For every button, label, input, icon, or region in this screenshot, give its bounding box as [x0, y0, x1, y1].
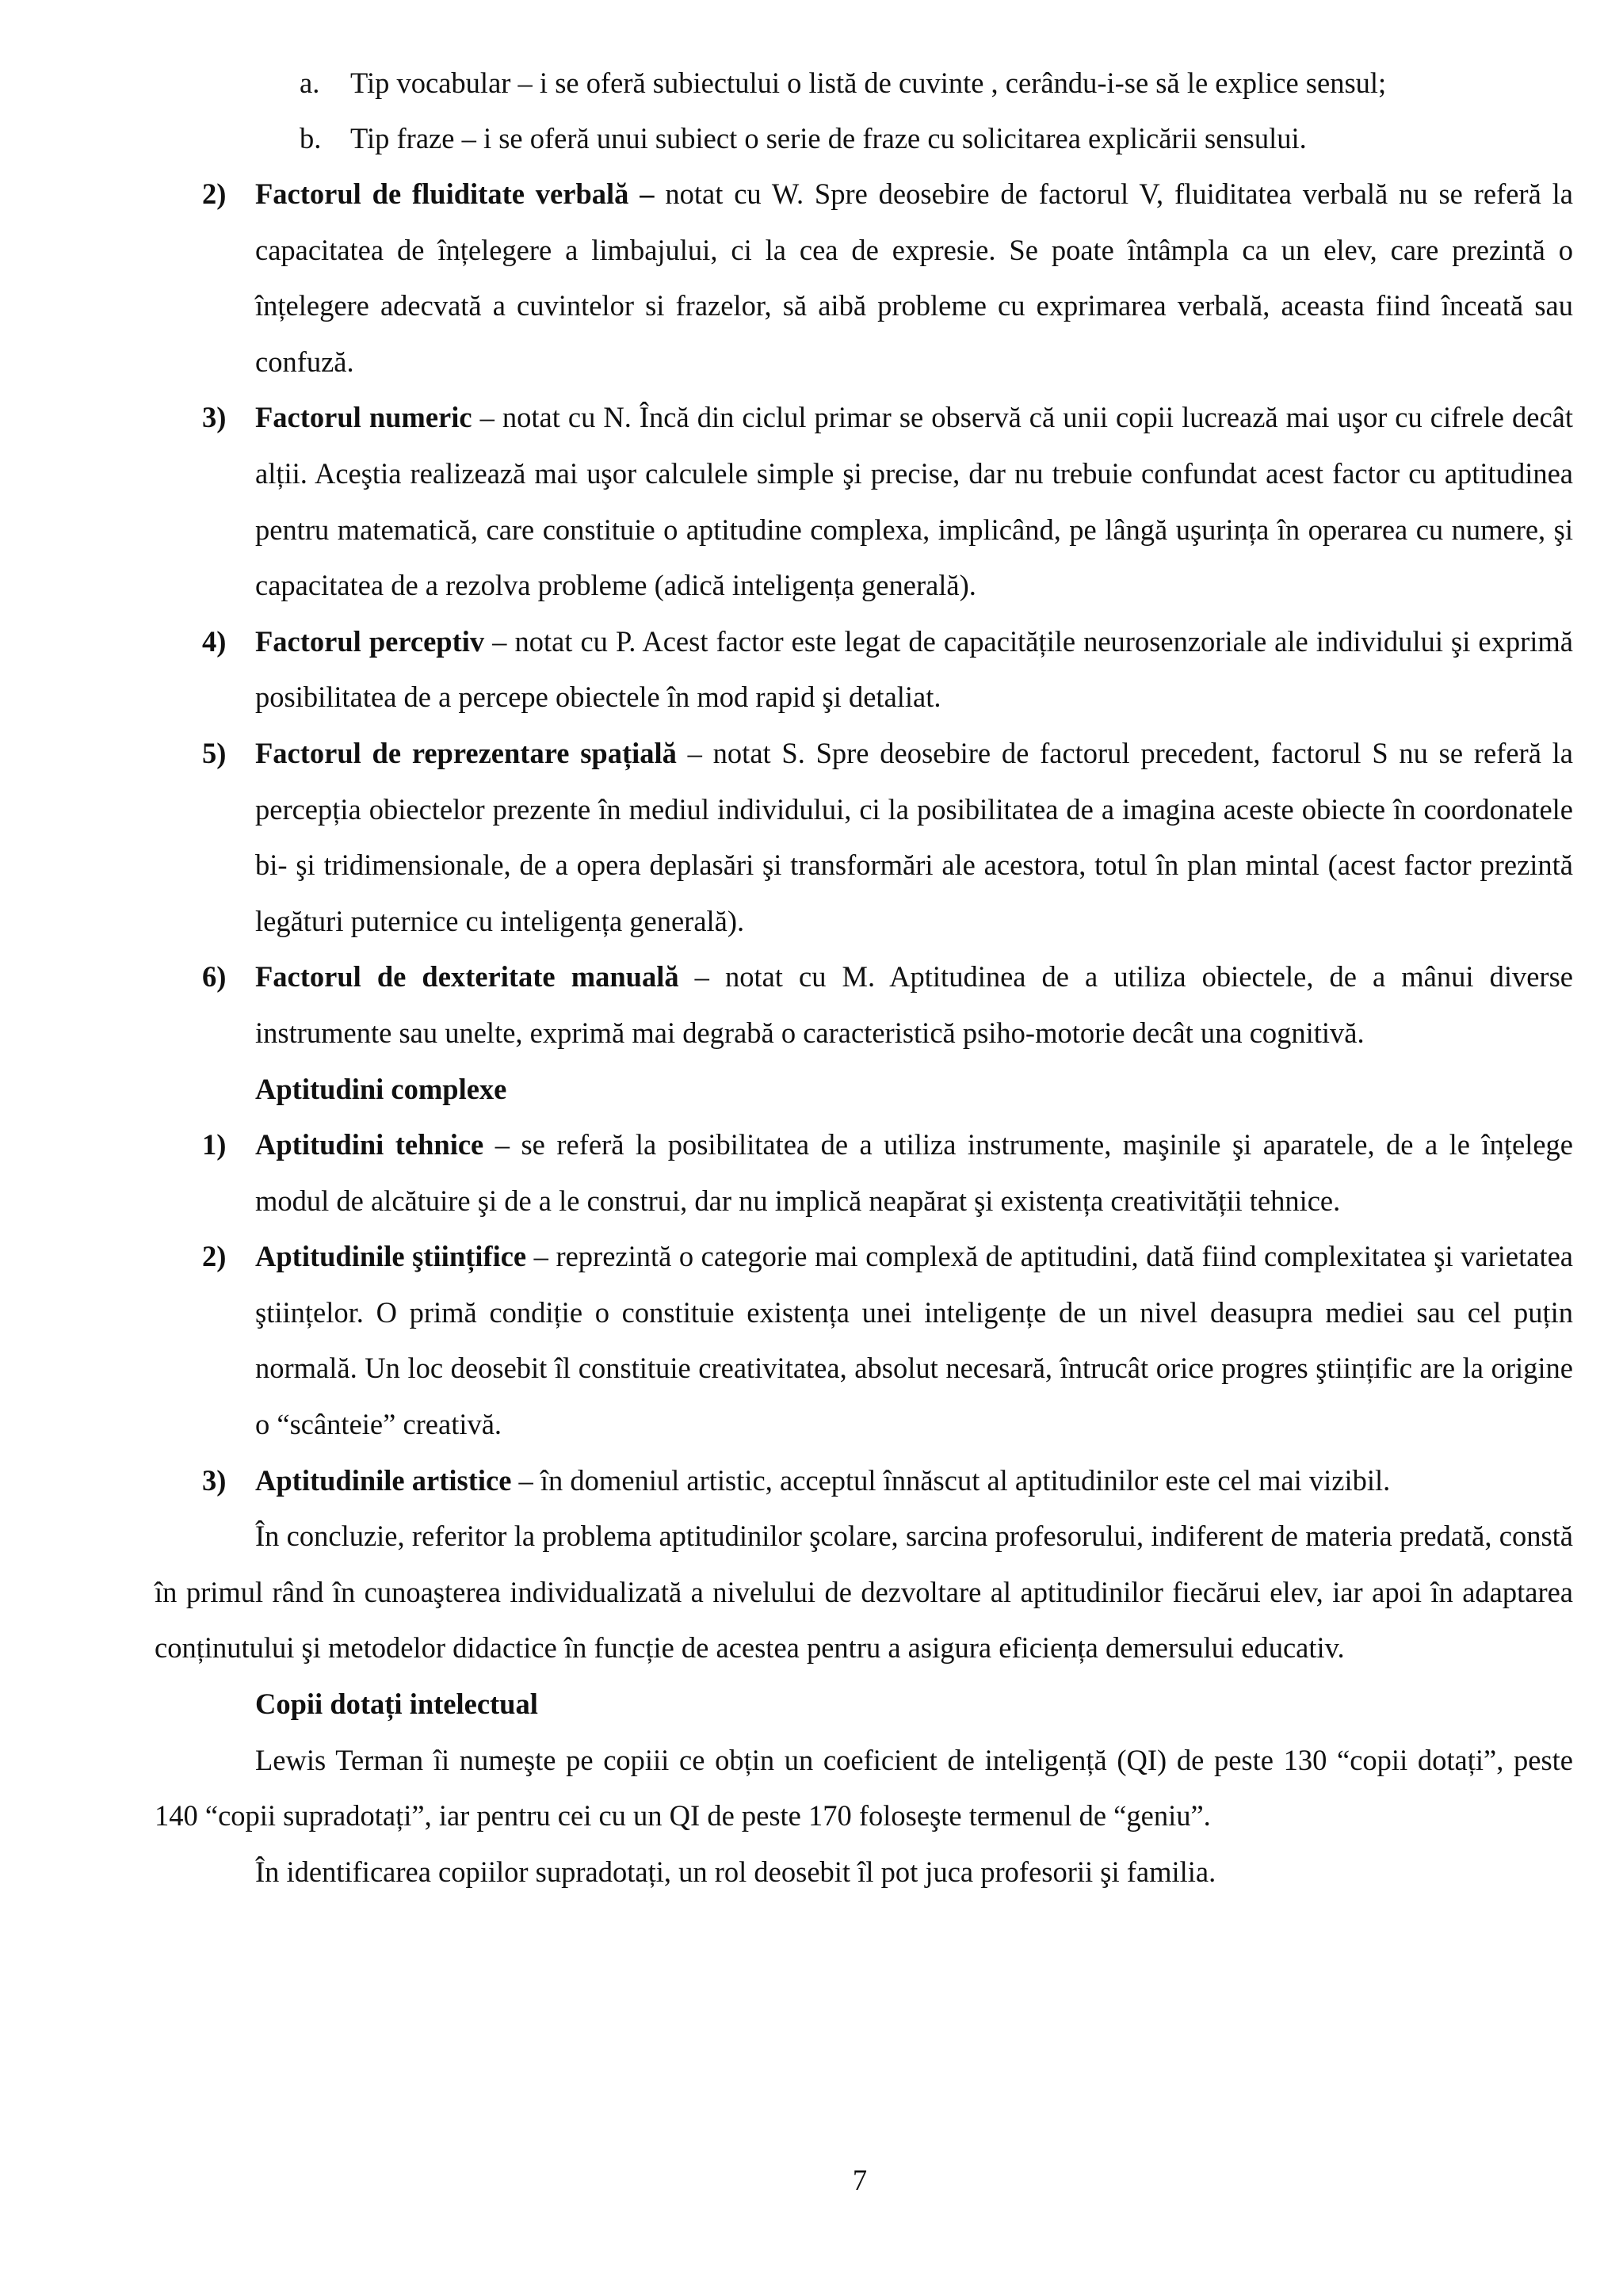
- item-title: Factorul de fluiditate verbală –: [255, 177, 655, 210]
- item-number: 3): [202, 401, 227, 434]
- gifted-paragraph-1: Lewis Terman îi numeşte pe copiii ce obțin un coeficient de inteligență (QI) de peste 130 “copii dotați”, peste 140 “copii supradotați”, iar pentru cei cu un QI de peste 170 foloseşte termenul de “geniu”.: [155, 1743, 1573, 1833]
- factor-item-m: [155, 949, 1573, 1061]
- factor-item-s: [155, 726, 1573, 949]
- complex-item-tehnice: [155, 1117, 1573, 1229]
- item-text: – reprezintă o categorie mai complexă de aptitudini, dată fiind complexitatea şi varietatea ştiințelor. O primă condiție o constituie existența unei inteligențe de un nivel deasupra mediei sau cel puțin normală. Un loc deosebit îl constituie creativitatea, absolut necesară, întrucât orice progres ştiințific are la origine o “scânteie” creativă.: [255, 1240, 1573, 1441]
- page-number: 7: [852, 2164, 868, 2196]
- section-heading-complex: Aptitudini complexe: [255, 1072, 507, 1105]
- item-title: Aptitudinile ştiințifice: [255, 1240, 527, 1273]
- item-text: notat cu W. Spre deosebire de factorul V, fluiditatea verbală nu se referă la capacitatea de înțelegere a limbajului, ci la cea de expresie. Se poate întâmpla ca un elev, care prezintă o înțelegere adecvată a cuvintelor si frazelor, să aibă probleme cu exprimarea verbală, aceasta fiind înceată sau confuză.: [255, 177, 1573, 378]
- conclusion-paragraph: În concluzie, referitor la problema aptitudinilor şcolare, sarcina profesorului, indiferent de materia predată, constă în primul rând în cunoaşterea individualizată a nivelului de dezvoltare al aptitudinilor fiecărui elev, iar apoi în adaptarea conținutului şi metodelor didactice în funcție de acestea pentru a asigura eficiența demersului educativ.: [155, 1520, 1573, 1665]
- item-text: – notat S. Spre deosebire de factorul precedent, factorul S nu se referă la percepția obiectelor prezente în mediul individului, ci la posibilitatea de a imagina aceste obiecte în coordonatele bi- şi tridimensionale, de a opera deplasări şi transformări ale acestora, totul în plan mintal (acest factor prezintă legături puternice cu inteligența generală).: [255, 736, 1573, 937]
- factor-item-p: [155, 614, 1573, 726]
- item-text: – în domeniul artistic, acceptul înnăscut al aptitudinilor este cel mai vizibil.: [511, 1463, 1391, 1497]
- complex-item-artistice: [155, 1453, 1573, 1509]
- item-title: Factorul numeric: [255, 401, 472, 434]
- section-heading-gifted: Copii dotați intelectual: [255, 1688, 538, 1721]
- complex-item-stiintifice: [155, 1229, 1573, 1452]
- item-text: – se referă la posibilitatea de a utiliza instrumente, maşinile şi aparatele, de a le înțelege modul de alcătuire şi de a le construi, dar nu implică neapărat şi existența creativității tehnice.: [255, 1128, 1573, 1217]
- item-text: – notat cu P. Acest factor este legat de capacitățile neurosenzoriale ale individului şi exprimă posibilitatea de a percepe obiectele în mod rapid şi detaliat.: [255, 624, 1573, 714]
- item-number: 2): [202, 177, 227, 210]
- item-title: Aptitudini tehnice: [255, 1128, 484, 1161]
- sub-item-label: b.: [300, 122, 322, 154]
- sub-item-b: [155, 111, 1573, 166]
- item-title: Factorul de dexteritate manuală: [255, 960, 679, 994]
- sub-item-a: [155, 55, 1573, 111]
- sub-item-text: Tip fraze – i se oferă unui subiect o serie de fraze cu solicitarea explicării sensului.: [350, 122, 1307, 154]
- sub-item-text: Tip vocabular – i se oferă subiectului o listă de cuvinte , cerându-i-se să le explice sensul;: [350, 67, 1387, 99]
- item-number: 2): [202, 1240, 227, 1273]
- item-number: 5): [202, 736, 227, 769]
- document-page: [155, 55, 1573, 1900]
- factor-item-w: [155, 166, 1573, 390]
- item-title: Aptitudinile artistice: [255, 1463, 512, 1497]
- item-title: Factorul perceptiv: [255, 624, 485, 658]
- item-number: 3): [202, 1463, 227, 1497]
- item-title: Factorul de reprezentare spațială: [255, 736, 677, 769]
- sub-item-label: a.: [300, 67, 320, 99]
- item-number: 1): [202, 1128, 227, 1161]
- gifted-paragraph-2: În identificarea copiilor supradotați, un rol deosebit îl pot juca profesorii şi familia.: [255, 1855, 1216, 1888]
- item-text: – notat cu M. Aptitudinea de a utiliza obiectele, de a mânui diverse instrumente sau unelte, exprimă mai degrabă o caracteristică psiho-motorie decât una cognitivă.: [255, 960, 1573, 1049]
- factor-item-n: [155, 390, 1573, 613]
- item-text: – notat cu N. Încă din ciclul primar se observă că unii copii lucrează mai uşor cu cifrele decât alții. Aceştia realizează mai uşor calculele simple şi precise, dar nu trebuie confundat acest factor cu aptitudinea pentru matematică, care constituie o aptitudine complexa, implicând, pe lângă uşurința în operarea cu numere, şi capacitatea de a rezolva probleme (adică inteligența generală).: [255, 401, 1573, 602]
- item-number: 6): [202, 960, 227, 994]
- item-number: 4): [202, 624, 227, 658]
